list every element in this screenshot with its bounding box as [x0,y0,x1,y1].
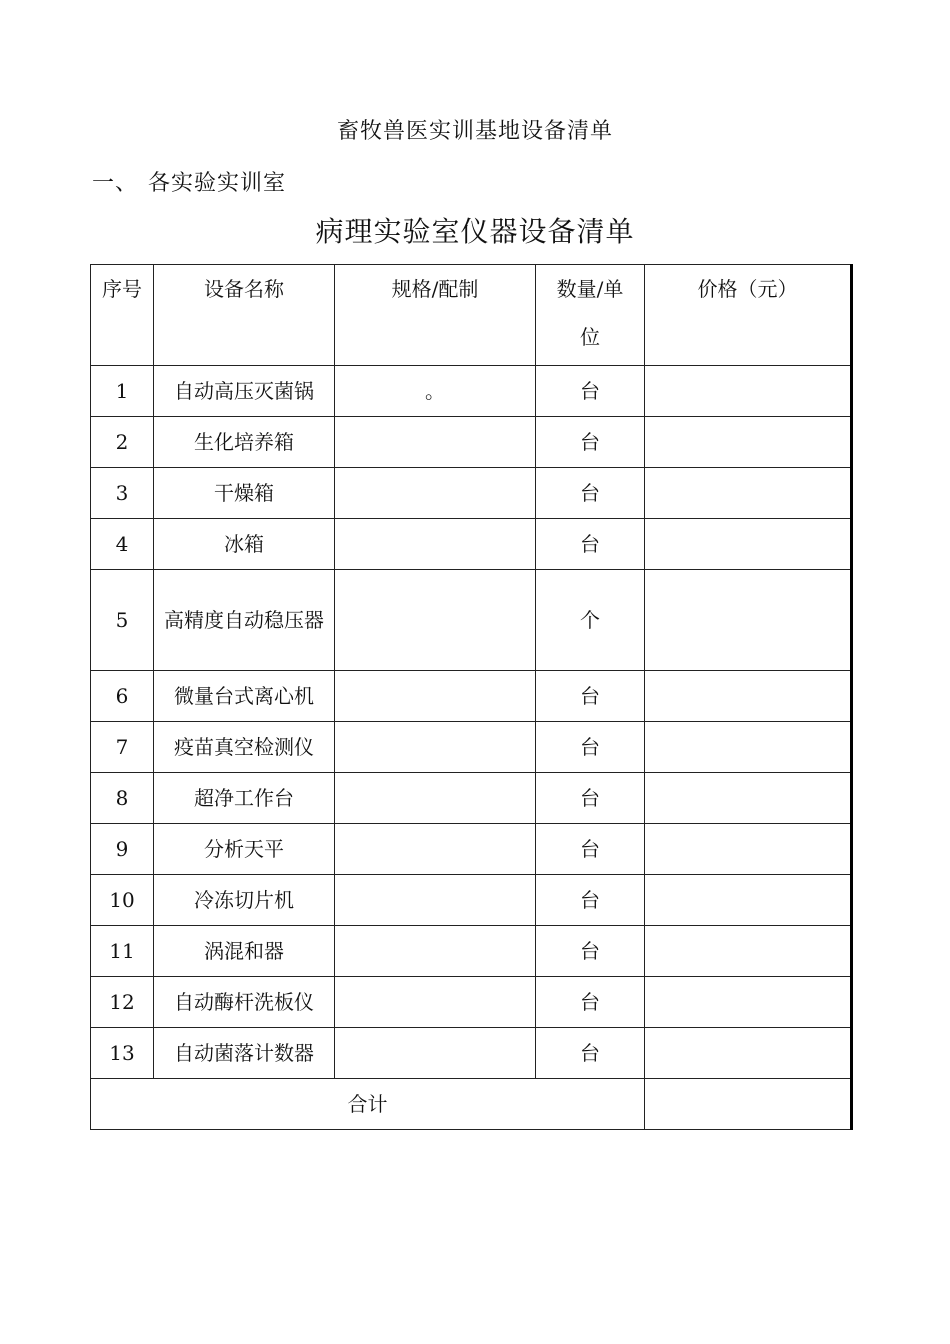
table-row [91,773,852,824]
row-seq: 5 [91,570,154,671]
header-price: 价格（元） [645,265,852,366]
row-unit: 台 [536,926,645,977]
row-unit: 台 [536,875,645,926]
total-value [645,1079,852,1130]
row-seq: 3 [91,468,154,519]
header-name: 设备名称 [154,265,335,366]
row-spec [335,1028,536,1079]
row-price [645,722,852,773]
header-qty-unit [536,265,645,366]
row-price [645,366,852,417]
row-spec [335,824,536,875]
row-spec [335,519,536,570]
header-spec: 规格/配制 [335,265,536,366]
table-row [91,722,852,773]
row-price [645,417,852,468]
row-seq: 1 [91,366,154,417]
row-spec: 。 [335,366,536,417]
row-unit: 台 [536,519,645,570]
row-spec [335,926,536,977]
row-seq: 8 [91,773,154,824]
row-spec [335,875,536,926]
total-row [91,1079,852,1130]
table-row [91,926,852,977]
row-equipment-name: 冷冻切片机 [154,875,335,926]
table-row [91,366,852,417]
row-unit: 台 [536,824,645,875]
row-equipment-name: 自动酶杆洗板仪 [154,977,335,1028]
row-seq: 10 [91,875,154,926]
table-row [91,468,852,519]
row-spec [335,468,536,519]
row-seq: 4 [91,519,154,570]
header-qty-unit-line1: 数量/单 [556,277,624,301]
row-spec [335,722,536,773]
row-equipment-name: 自动高压灭菌锅 [154,366,335,417]
row-seq: 2 [91,417,154,468]
row-spec [335,671,536,722]
row-equipment-name: 生化培养箱 [154,417,335,468]
row-price [645,773,852,824]
row-spec [335,773,536,824]
row-price [645,671,852,722]
row-unit: 个 [536,570,645,671]
row-unit: 台 [536,417,645,468]
total-label: 合计 [91,1079,645,1130]
row-equipment-name: 超净工作台 [154,773,335,824]
row-unit: 台 [536,468,645,519]
document-title: 畜牧兽医实训基地设备清单 [336,119,613,144]
section-label: 各实验实训室 [148,171,287,196]
table-row [91,977,852,1028]
row-equipment-name: 干燥箱 [154,468,335,519]
row-equipment-name: 涡混和器 [154,926,335,977]
table-row [91,824,852,875]
row-unit: 台 [536,671,645,722]
row-equipment-name: 自动菌落计数器 [154,1028,335,1079]
row-unit: 台 [536,722,645,773]
table-row [91,671,852,722]
row-seq: 6 [91,671,154,722]
section-heading [92,166,286,202]
section-number: 一、 [92,171,139,196]
table-row [91,519,852,570]
row-price [645,926,852,977]
row-price [645,977,852,1028]
row-price [645,519,852,570]
row-spec [335,570,536,671]
row-unit: 台 [536,977,645,1028]
row-unit: 台 [536,1028,645,1079]
row-equipment-name: 高精度自动稳压器 [154,570,335,671]
row-price [645,570,852,671]
row-unit: 台 [536,366,645,417]
table-row [91,875,852,926]
row-price [645,468,852,519]
row-seq: 12 [91,977,154,1028]
table-header-row [91,265,852,366]
header-seq: 序号 [91,265,154,366]
table-title: 病理实验室仪器设备清单 [315,215,635,248]
row-seq: 9 [91,824,154,875]
row-price [645,1028,852,1079]
row-equipment-name: 冰箱 [154,519,335,570]
row-spec [335,977,536,1028]
row-price [645,875,852,926]
table-row [91,1028,852,1079]
row-equipment-name: 分析天平 [154,824,335,875]
header-qty-unit-line2: 位 [580,325,600,349]
row-equipment-name: 疫苗真空检测仪 [154,722,335,773]
row-spec [335,417,536,468]
row-seq: 13 [91,1028,154,1079]
row-seq: 11 [91,926,154,977]
row-unit: 台 [536,773,645,824]
row-seq: 7 [91,722,154,773]
table-row [91,570,852,671]
row-price [645,824,852,875]
equipment-table [90,264,853,1130]
row-equipment-name: 微量台式离心机 [154,671,335,722]
table-row [91,417,852,468]
